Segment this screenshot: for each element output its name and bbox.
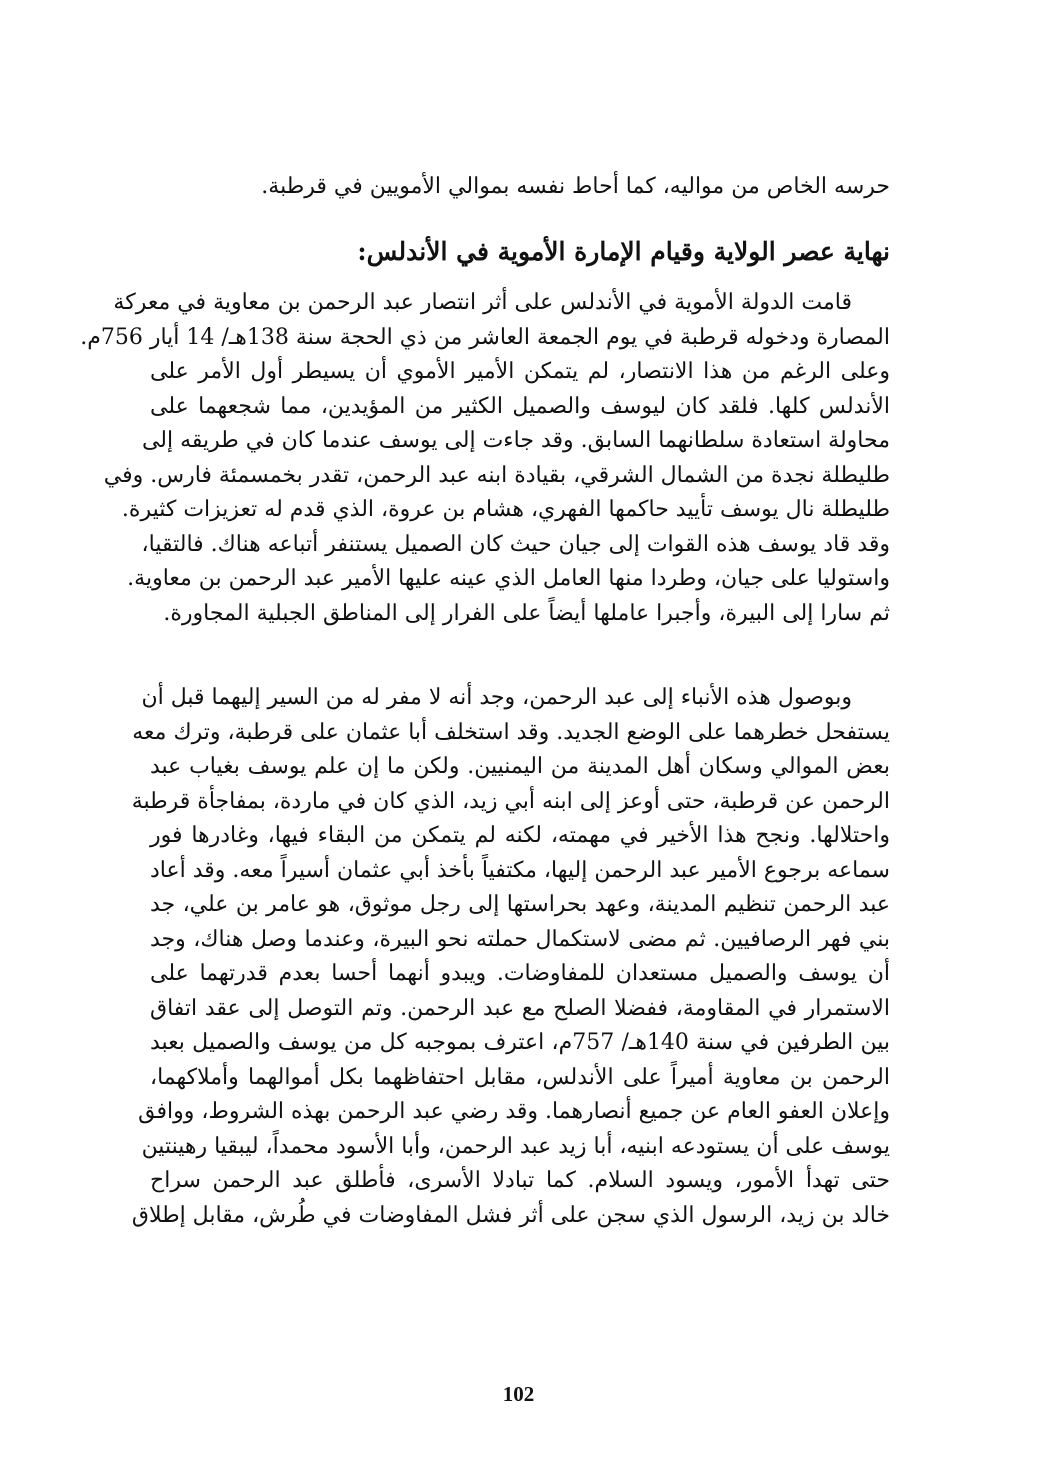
text-line: طليطلة نال يوسف تأييد حاكمها الفهري، هشام بن عروة، الذي قدم له تعزيزات كثيرة. bbox=[121, 497, 890, 522]
text-line: محاولة استعادة سلطانهما السابق. وقد جاءت إلى يوسف عندما كان في طريقه إلى bbox=[141, 428, 890, 453]
text-line: طليطلة نجدة من الشمال الشرقي، بقيادة ابنه عبد الرحمن، تقدر بخمسمئة فارس. وفي bbox=[103, 462, 890, 488]
text-line: حرسه الخاص من مواليه، كما أحاط نفسه بموالي الأمويين في قرطبة. bbox=[261, 174, 890, 199]
text-line: وإعلان العفو العام عن جميع أنصارهما. وقد رضي عبد الرحمن بهذه الشروط، ووافق bbox=[138, 1099, 890, 1124]
text-line: الأندلس كلها. فلقد كان ليوسف والصميل الكثير من المؤيدين، مما شجعهما على bbox=[150, 393, 890, 419]
text-line: بني فهر الرصافيين. ثم مضى لاستكمال حملته نحو البيرة، وعندما وصل هناك، وجد bbox=[150, 926, 890, 952]
text-line: واستوليا على جيان، وطردا منها العامل الذي عينه عليها الأمير عبد الرحمن بن معاوية. bbox=[127, 566, 890, 591]
section-heading: نهاية عصر الولاية وقيام الإمارة الأموية في الأندلس: bbox=[357, 237, 890, 266]
text-line: وبوصول هذه الأنباء إلى عبد الرحمن، وجد أنه لا مفر له من السير إليهما قبل أن bbox=[141, 685, 852, 710]
text-line: سماعه برجوع الأمير عبد الرحمن إليها، مكتفياً بأخذ أبي عثمان أسيراً معه. وقد أعاد bbox=[150, 857, 890, 883]
text-line: بين الطرفين في سنة 140هـ/ 757م، اعترف بموجبه كل من يوسف والصميل بعبد bbox=[150, 1030, 891, 1055]
text-line: يوسف على أن يستودعه ابنيه، أبا زيد عبد الرحمن، وأبا الأسود محمداً، ليبقيا رهينتين bbox=[141, 1133, 890, 1159]
text-line: واحتلالها. ونجح هذا الأخير في مهمته، لكنه لم يتمكن من البقاء فيها، وغادرها فور bbox=[150, 823, 890, 848]
intro-paragraph bbox=[150, 170, 890, 205]
paragraph-1 bbox=[80, 286, 890, 631]
text-line: وعلى الرغم من هذا الانتصار، لم يتمكن الأمير الأموي أن يسيطر أول الأمر على bbox=[150, 359, 890, 384]
text-line: الاستمرار في المقاومة، ففضلا الصلح مع عبد الرحمن. وتم التوصل إلى عقد اتفاق bbox=[150, 995, 890, 1021]
text-line: يستفحل خطرهما على الوضع الجديد. وقد استخلف أبا عثمان على قرطبة، وترك معه bbox=[132, 719, 890, 745]
text-line: قامت الدولة الأموية في الأندلس على أثر انتصار عبد الرحمن بن معاوية في معركة bbox=[113, 290, 852, 315]
text-line: أن يوسف والصميل مستعدان للمفاوضات. ويبدو أنهما أحسا بعدم قدرتهما على bbox=[150, 961, 890, 986]
text-line: بعض الموالي وسكان أهل المدينة من اليمنيين. ولكن ما إن علم يوسف بغياب عبد bbox=[150, 754, 890, 779]
text-line: الرحمن عن قرطبة، حتى أوعز إلى ابنه أبي زيد، الذي كان في ماردة، بمفاجأة قرطبة bbox=[131, 788, 890, 814]
page-number: 102 bbox=[502, 1382, 535, 1406]
text-line: خالد بن زيد، الرسول الذي سجن على أثر فشل المفاوضات في طُرش، مقابل إطلاق bbox=[131, 1202, 890, 1228]
text-line: وقد قاد يوسف هذه القوات إلى جيان حيث كان الصميل يستنفر أتباعه هناك. فالتقيا، bbox=[141, 531, 890, 557]
text-line: الرحمن بن معاوية أميراً على الأندلس، مقابل احتفاظهما بكل أموالهما وأملاكهما، bbox=[150, 1064, 890, 1090]
text-line: حتى تهدأ الأمور، ويسود السلام. كما تبادلا الأسرى، فأطلق عبد الرحمن سراح bbox=[150, 1168, 890, 1193]
text-line: ثم سارا إلى البيرة، وأجبرا عاملها أيضاً على الفرار إلى المناطق الجبلية المجاورة. bbox=[163, 600, 890, 626]
text-line: عبد الرحمن تنظيم المدينة، وعهد بحراستها إلى رجل موثوق، هو عامر بن علي، جد bbox=[150, 892, 890, 917]
paragraph-2 bbox=[131, 681, 891, 1233]
text-line: المصارة ودخوله قرطبة في يوم الجمعة العاشر من ذي الحجة سنة 138هـ/ 14 أيار 756م. bbox=[80, 324, 890, 350]
